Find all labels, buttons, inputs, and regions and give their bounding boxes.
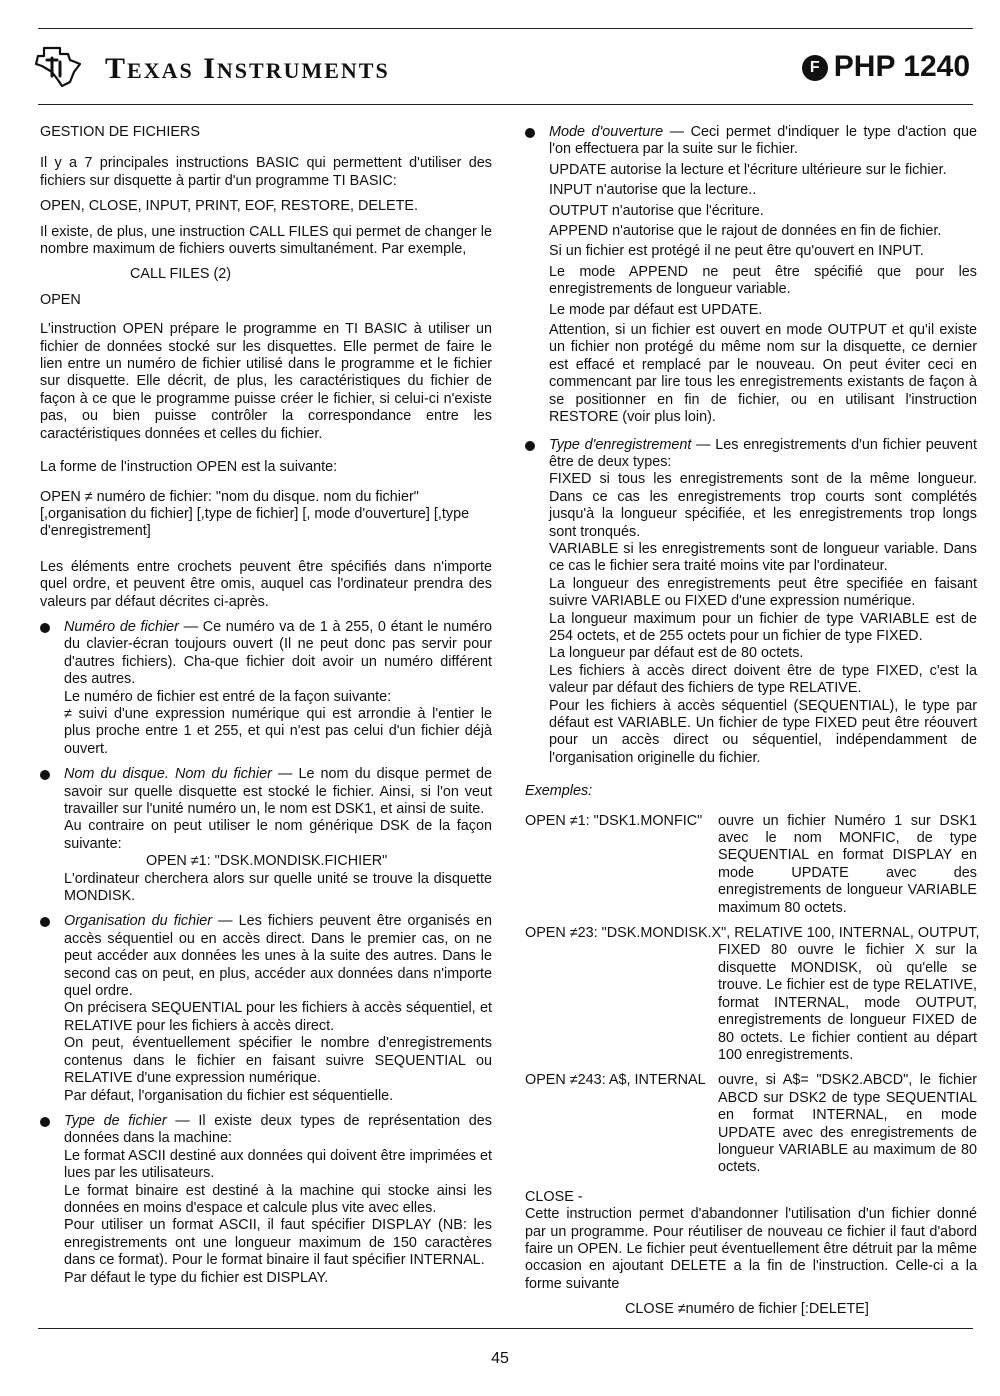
bullet-text: — Ce numéro va de 1 à 255, 0 étant le numéro du clavier-écran toujours ouvert (Il ne peut donc pas servir pour d'autres fichiers). Cha-que fichier doit avoir un numéro différent des autres. — [64, 618, 492, 688]
bullet-text: — Ceci permet d'indiquer le type d'action que l'on effectuera par la suite sur le fichier. — [549, 124, 977, 158]
bullet-title: Nom du disque. Nom du fichier — [64, 766, 272, 783]
example-1 — [525, 813, 977, 917]
instructions-list: OPEN, CLOSE, INPUT, PRINT, EOF, RESTORE, DELETE. — [40, 198, 418, 215]
bullet-line: On peut, éventuellement spécifier le nombre d'enregistrements contenus dans le fichier en faisant suivre SEQUENTIAL ou RELATIVE d'une expression numérique. — [64, 1035, 492, 1087]
bullet-line: La longueur des enregistrements peut être specifiée en faisant suivre VARIABLE ou FIXED d'une expression numérique. — [549, 575, 977, 610]
bullet-title: Type d'enregistrement — [549, 436, 692, 453]
bullet-title: Numéro de fichier — [64, 618, 179, 635]
bullet-line: OUTPUT n'autorise que l'écriture. — [549, 202, 764, 219]
close-heading: CLOSE - — [525, 1188, 583, 1205]
bullet-line: VARIABLE si les enregistrements sont de longueur variable. Dans ce cas le fichier sera traité moins vite par l'ordinateur. — [549, 540, 977, 575]
brackets-paragraph: Les éléments entre crochets peuvent être spécifiés dans n'importe quel ordre, et peuvent être omis, auquel cas l'ordinateur prendra des valeurs par défaut décrites ci-après. — [40, 558, 492, 610]
bullet-text: — Les enregistrements d'un fichier peuvent être de deux types: — [549, 436, 977, 470]
page-number: 45 — [491, 1350, 509, 1367]
bullet-line: Le format binaire est destiné à la machine qui stocke ainsi les données en moins d'espace et calcule plus vite avec elles. — [64, 1182, 492, 1216]
bullet-file-type — [40, 1113, 492, 1287]
document-code — [802, 50, 970, 84]
bullet-line: Le numéro de fichier est entré de la façon suivante: — [64, 688, 392, 705]
section-title: GESTION DE FICHIERS — [40, 124, 200, 140]
intro-paragraph: Il y a 7 principales instructions BASIC qui permettent d'utiliser des fichiers sur disquette à partir d'un programme TI BASIC: — [40, 155, 492, 189]
right-column — [525, 124, 980, 1327]
bullet-text: — Le nom du disque permet de savoir sur quelle disquette est stocké le fichier. Ainsi, si l'on veut travailler sur l'unité numéro un, le nom est DSK1, et ainsi de suite. — [64, 766, 493, 817]
bullet-file-organization — [40, 913, 492, 1104]
bullet-line: Le format ASCII destiné aux données qui doivent être imprimées et lues par les utilisateurs. — [64, 1147, 492, 1182]
bullet-icon — [40, 770, 50, 780]
bullet-icon — [40, 623, 50, 633]
bullet-title: Mode d'ouverture — [549, 124, 664, 140]
bullet-line: Pour utiliser un format ASCII, il faut spécifier DISPLAY (NB: les enregistrements ont une longueur maximum de 150 caractères dans ce format). Pour le format binaire il faut spécifier INTERNAL. — [64, 1217, 492, 1269]
document-code-text: PHP 1240 — [833, 50, 970, 83]
bullet-line: APPEND n'autorise que le rajout de données en fin de fichier. — [549, 223, 942, 240]
callfiles-example: CALL FILES (2) — [130, 266, 232, 283]
bullet-line: INPUT n'autorise que la lecture.. — [549, 182, 757, 199]
close-syntax: CLOSE ≠numéro de fichier [:DELETE] — [625, 1301, 869, 1318]
example-code: OPEN ≠23: "DSK.MONDISK.X", RELATIVE 100, INTERNAL, OUTPUT, — [525, 925, 980, 942]
example-code: OPEN ≠243: A$, INTERNAL — [525, 1072, 706, 1089]
bullet-line: ≠ suivi d'une expression numérique qui est arrondie à l'entier le plus proche entre 1 et 255, et qui n'est pas celui d'un fichier déjà ouvert. — [64, 705, 492, 757]
bullet-line: Pour les fichiers à accès séquentiel (SEQUENTIAL), le type par défaut est VARIABLE. Un fichier de type FIXED peut être réouvert pour un accès direct ou séquentiel, indépendamment de l'organisation originelle du fichier. — [549, 697, 977, 766]
bullet-title: Type de fichier — [64, 1112, 167, 1129]
bullet-icon — [40, 1117, 50, 1127]
bullet-record-type — [525, 437, 977, 768]
bullet-line: La longueur par défaut est de 80 octets. — [549, 645, 804, 662]
bullet-line: Le mode APPEND ne peut être spécifié que pour les enregistrements de longueur variable. — [549, 263, 977, 298]
example-description: ouvre un fichier Numéro 1 sur DSK1 avec le nom MONFIC, de type SEQUENTIAL en format DISPLAY en mode UPDATE avec des enregistrements de longueur VARIABLE maximum 80 octets. — [718, 812, 977, 916]
bullet-icon — [525, 128, 535, 138]
form-syntax: OPEN ≠ numéro de fichier: "nom du disque. nom du fichier" [,organisation du fichier] [,type de fichier] [, mode d'ouverture] [,type d'enregistrement] — [40, 488, 470, 540]
bullet-line: FIXED si tous les enregistrements sont de la même longueur. Dans ce cas les enregistrements trop courts sont complétés jusqu'à la longueur spécifiée, et les enregistrements trop longs sont tronqués. — [549, 471, 977, 540]
bullet-line: Si un fichier est protégé il ne peut être qu'ouvert en INPUT. — [549, 243, 924, 260]
bullet-text: — Il existe deux types de représentation des données dans la machine: — [64, 1112, 492, 1147]
close-paragraph: Cette instruction permet d'abandonner l'utilisation d'un fichier donné par un programme. Pour réutiliser de nouveau ce fichier il faut d'abord faire un OPEN. Le fichier peut éventuellement être détruit par la même occasion en ajoutant DELETE a la fin de l'instruction. Celle-ci a la forme suivante — [525, 1206, 977, 1292]
footer-rule — [38, 1328, 973, 1329]
callfiles-paragraph: Il existe, de plus, une instruction CALL FILES qui permet de changer le nombre maximum de fichiers ouverts simultanément. Par exemple, — [40, 223, 492, 258]
bullet-icon — [40, 917, 50, 927]
top-rule — [38, 28, 973, 29]
bullet-line: Les fichiers à accès direct doivent être de type FIXED, c'est la valeur par défaut des fichiers de type RELATIVE. — [549, 662, 977, 697]
bullet-line: Au contraire on peut utiliser le nom générique DSK de la façon suivante: — [64, 818, 492, 852]
form-intro: La forme de l'instruction OPEN est la suivante: — [40, 459, 338, 476]
bullet-example: OPEN ≠1: "DSK.MONDISK.FICHIER" — [146, 853, 388, 870]
bullet-line: Le mode par défaut est UPDATE. — [549, 301, 763, 318]
bullet-file-number — [40, 619, 492, 758]
open-paragraph: L'instruction OPEN prépare le programme en TI BASIC à utiliser un fichier de données stocké sur les disquettes. Elle permet de faire le lien entre un numéro de fichier utilisé dans le programme et le fichier sur disquette. Elle décrit, de plus, les caractéristiques du fichier de façon à ce que le programme puisse créer le fichier, si celui-ci n'existe pas, ou bien puisse contrôler la correspondance entre les caractéristiques données et celles du fichier. — [40, 321, 492, 442]
example-description: FIXED 80 ouvre le fichier X sur la disquette MONDISK, où qu'elle se trouve. Le fichier est de type RELATIVE, format INTERNAL, mode OUTPUT, enregistrements de longueur FIXED de 80 octets. Le fichier contient au départ 100 enregistrements. — [718, 942, 977, 1063]
examples-heading: Exemples: — [525, 783, 593, 800]
open-heading: OPEN — [40, 291, 81, 308]
example-2 — [525, 925, 980, 1064]
texas-instruments-logo-icon — [30, 42, 86, 90]
bullet-title: Organisation du fichier — [64, 913, 213, 930]
header-rule — [38, 104, 973, 105]
left-column — [40, 124, 492, 1295]
example-description: ouvre, si A$= "DSK2.ABCD", le fichier ABCD sur DSK2 de type SEQUENTIAL en format INTERNAL, en mode UPDATE avec des enregistrements de longueur VARIABLE au maximum de 80 octets. — [718, 1072, 977, 1176]
example-code: OPEN ≠1: "DSK1.MONFIC" — [525, 812, 703, 829]
bullet-line: Par défaut le type du fichier est DISPLAY. — [64, 1269, 329, 1286]
bullet-icon — [525, 441, 535, 451]
language-badge: F — [802, 55, 828, 81]
bullet-disk-name — [40, 766, 492, 905]
bullet-line: Par défaut, l'organisation du fichier est séquentielle. — [64, 1087, 394, 1104]
bullet-line: L'ordinateur cherchera alors sur quelle unité se trouve la disquette MONDISK. — [64, 870, 492, 905]
bullet-open-mode — [525, 124, 977, 427]
example-3 — [525, 1072, 977, 1176]
bullet-text: — Les fichiers peuvent être organisés en accès séquentiel ou en accès direct. Dans le premier cas, on ne peut accéder aux données les unes à la suite des autres. Dans le second cas on peut, en plus, accéder aux données dans n'importe quel ordre. — [64, 913, 493, 1000]
brand-name: TEXAS INSTRUMENTS — [105, 52, 390, 85]
bullet-line: La longueur maximum pour un fichier de type VARIABLE est de 254 octets, et de 255 octets pour un fichier de type FIXED. — [549, 610, 977, 644]
bullet-line: UPDATE autorise la lecture et l'écriture ultérieure sur le fichier. — [549, 161, 947, 178]
bullet-line: On précisera SEQUENTIAL pour les fichiers à accès séquentiel, et RELATIVE pour les fichiers à accès direct. — [64, 1000, 492, 1034]
bullet-line: Attention, si un fichier est ouvert en mode OUTPUT et qu'il existe un fichier non protégé du même nom sur la disquette, ce dernier est effacé et remplacé par le nouveau. On peut éviter ceci en commencant par lire tous les enregistrements existants de façon à se positionner en fin de fichier, ou en utilisant l'instruction RESTORE (voir plus loin). — [549, 322, 977, 426]
